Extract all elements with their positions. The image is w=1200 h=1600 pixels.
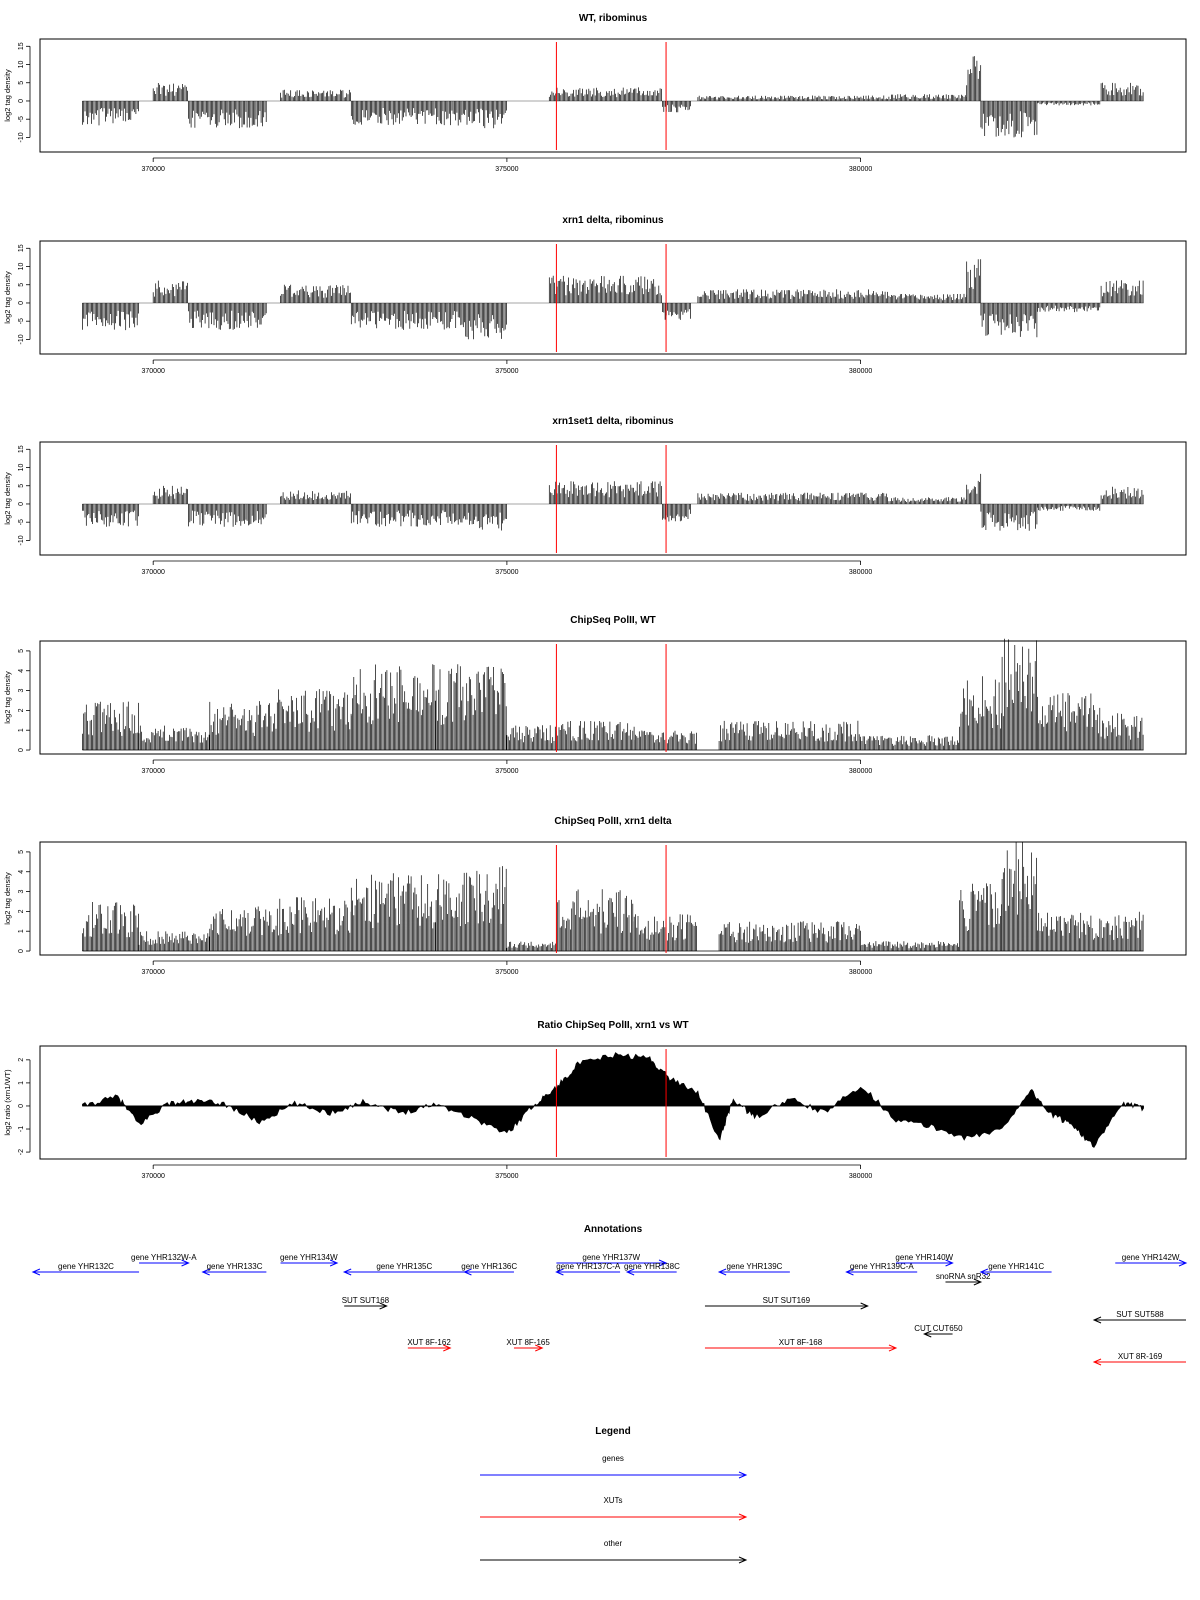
feature-label: gene YHR135C (376, 1262, 433, 1271)
feature-label: gene YHR137W (582, 1253, 641, 1262)
y-tick-label: 0 (18, 99, 25, 103)
y-tick-label: 1 (18, 929, 25, 934)
annotation-feature (981, 1262, 1052, 1275)
legend-label: genes (602, 1454, 624, 1463)
plot-6 (3, 1020, 1186, 1180)
y-tick-label: 1 (18, 1080, 25, 1085)
plot-frame (40, 842, 1186, 955)
feature-label: XUT 8F-162 (407, 1338, 451, 1347)
feature-label: gene YHR140W (895, 1253, 954, 1262)
y-tick-label: 0 (18, 949, 25, 953)
y-axis-label: log2 tag density (3, 671, 12, 724)
legend-label: other (603, 1539, 623, 1548)
y-tick-label: 10 (18, 60, 25, 69)
y-axis-label: log2 ratio (xrn1/WT) (3, 1069, 12, 1136)
feature-label: SUT SUT588 (1116, 1310, 1164, 1319)
feature-label: snoRNA snR32 (935, 1272, 991, 1281)
x-tick-label: 370000 (141, 969, 165, 976)
plot-title: xrn1 delta, ribominus (562, 215, 664, 226)
y-tick-label: -5 (18, 519, 25, 526)
y-tick-label: 10 (18, 262, 25, 271)
annotation-feature (461, 1262, 517, 1275)
x-tick-label: 375000 (495, 768, 519, 775)
y-tick-label: 4 (18, 668, 25, 673)
x-tick-label: 375000 (495, 368, 519, 375)
y-axis-label: log2 tag density (3, 69, 12, 122)
legend-item (480, 1539, 746, 1563)
annotation-feature (131, 1253, 197, 1266)
plot-title: WT, ribominus (578, 13, 648, 24)
annotation-feature (1094, 1352, 1186, 1365)
y-tick-label: -2 (18, 1148, 25, 1156)
feature-label: gene YHR141C (988, 1262, 1045, 1271)
legend-label: XUTs (603, 1496, 623, 1505)
data-bars (82, 474, 1143, 531)
annotation-feature (705, 1338, 896, 1351)
y-tick-label: 2 (18, 1057, 25, 1062)
feature-label: gene YHR134W (279, 1253, 338, 1262)
y-tick-label: 2 (18, 708, 25, 713)
y-tick-label: 4 (18, 869, 25, 874)
x-tick-label: 375000 (495, 969, 519, 976)
y-tick-label: 0 (18, 748, 25, 752)
feature-label: gene YHR133C (206, 1262, 263, 1271)
plot-title: xrn1set1 delta, ribominus (552, 416, 674, 427)
y-tick-label: 1 (18, 728, 25, 733)
annotation-feature (705, 1296, 868, 1309)
y-tick-label: 3 (18, 688, 25, 693)
y-tick-label: 15 (18, 42, 25, 51)
annotations-title: Annotations (583, 1224, 643, 1235)
legend-item (480, 1496, 746, 1520)
y-tick-label: 0 (18, 502, 25, 506)
feature-label: SUT SUT169 (762, 1296, 811, 1305)
annotation-feature (936, 1272, 991, 1285)
feature-label: CUT CUT650 (914, 1324, 963, 1333)
data-bars (82, 259, 1143, 339)
annotation-feature (1094, 1310, 1186, 1323)
y-tick-label: 15 (18, 244, 25, 253)
data-bars (82, 639, 1143, 750)
feature-label: XUT 8F-168 (778, 1338, 823, 1347)
x-tick-label: 380000 (848, 768, 873, 775)
annotation-feature (1115, 1253, 1186, 1266)
annotation-feature (624, 1262, 680, 1275)
x-tick-label: 375000 (495, 166, 519, 173)
y-tick-label: 0 (18, 1104, 25, 1108)
plot-5 (3, 816, 1186, 976)
plot-4 (3, 615, 1186, 775)
annotation-feature (342, 1296, 390, 1309)
y-tick-label: 10 (18, 463, 25, 472)
annotation-feature (344, 1262, 464, 1275)
y-tick-label: 2 (18, 909, 25, 914)
y-tick-label: 5 (18, 282, 25, 287)
y-tick-label: 5 (18, 648, 25, 653)
x-tick-label: 380000 (848, 1173, 873, 1180)
annotation-feature (407, 1338, 451, 1351)
y-tick-label: 5 (18, 483, 25, 488)
ratio-area (82, 1053, 1143, 1148)
legend-item (480, 1454, 746, 1478)
x-tick-label: 380000 (848, 969, 873, 976)
feature-label: gene YHR132C (58, 1262, 114, 1271)
plot-2 (3, 215, 1186, 375)
data-bars (82, 56, 1143, 137)
annotation-feature (33, 1262, 139, 1275)
y-tick-label: 5 (18, 80, 25, 85)
y-tick-label: 5 (18, 849, 25, 854)
y-tick-label: -10 (18, 334, 25, 345)
legend (480, 1426, 746, 1563)
plot-title: Ratio ChipSeq PolII, xrn1 vs WT (537, 1020, 689, 1031)
feature-label: gene YHR132W-A (131, 1253, 197, 1262)
y-tick-label: 3 (18, 889, 25, 894)
y-axis-label: log2 tag density (3, 872, 12, 925)
y-tick-label: 15 (18, 445, 25, 454)
y-axis-label: log2 tag density (3, 472, 12, 525)
plot-title: ChipSeq PolII, xrn1 delta (554, 816, 672, 827)
plot-3 (3, 416, 1186, 576)
annotation-feature (914, 1324, 963, 1337)
feature-label: SUT SUT168 (341, 1296, 390, 1305)
feature-label: gene YHR137C-A (556, 1262, 621, 1271)
x-tick-label: 380000 (848, 569, 873, 576)
legend-title: Legend (595, 1426, 631, 1437)
feature-label: gene YHR136C (461, 1262, 518, 1271)
x-tick-label: 370000 (141, 569, 165, 576)
data-bars (82, 842, 1143, 952)
annotation-feature (719, 1262, 790, 1275)
y-tick-label: 0 (18, 301, 25, 305)
feature-label: gene YHR139C (726, 1262, 783, 1271)
y-tick-label: -5 (18, 116, 25, 123)
annotation-feature (506, 1338, 550, 1351)
x-tick-label: 375000 (495, 569, 519, 576)
feature-label: gene YHR142W (1121, 1253, 1180, 1262)
annotation-feature (280, 1253, 338, 1266)
feature-label: XUT 8F-165 (506, 1338, 550, 1347)
y-tick-label: -1 (18, 1125, 25, 1133)
plot-title: ChipSeq PolII, WT (570, 615, 656, 626)
x-tick-label: 375000 (495, 1173, 519, 1180)
x-tick-label: 370000 (141, 768, 165, 775)
y-tick-label: -10 (18, 535, 25, 546)
y-tick-label: -10 (18, 132, 25, 143)
annotation-feature (556, 1262, 621, 1275)
x-tick-label: 370000 (141, 166, 165, 173)
annotations-track (33, 1224, 1186, 1365)
feature-label: gene YHR138C (623, 1262, 680, 1271)
annotation-feature (846, 1262, 917, 1275)
y-tick-label: -5 (18, 318, 25, 325)
feature-label: gene YHR139C-A (849, 1262, 914, 1271)
plot-1 (3, 13, 1186, 173)
x-tick-label: 380000 (848, 368, 873, 375)
plot-frame (40, 641, 1186, 754)
x-tick-label: 380000 (848, 166, 873, 173)
annotation-feature (203, 1262, 267, 1275)
x-tick-label: 370000 (141, 368, 165, 375)
y-axis-label: log2 tag density (3, 271, 12, 324)
feature-label: XUT 8R-169 (1117, 1352, 1163, 1361)
x-tick-label: 370000 (141, 1173, 165, 1180)
